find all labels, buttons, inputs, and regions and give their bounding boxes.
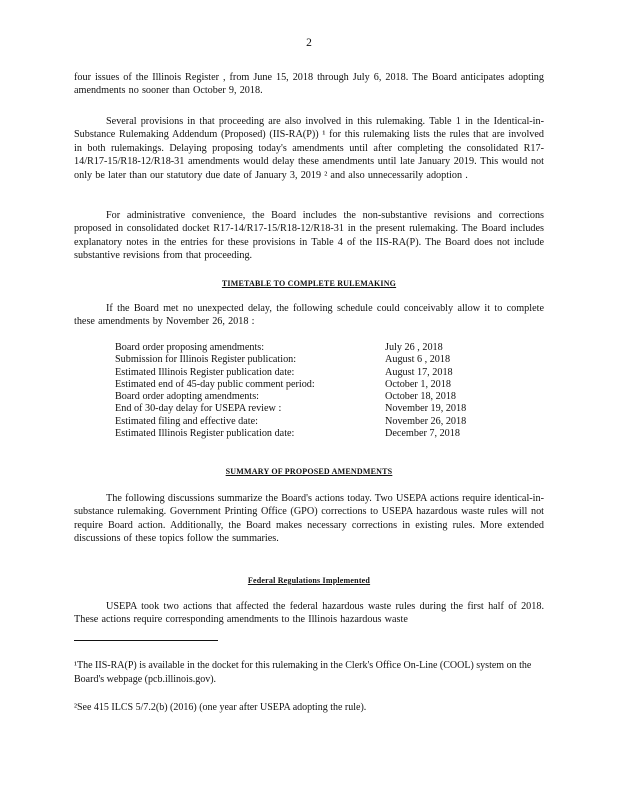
schedule-row [115, 416, 495, 428]
schedule-row [115, 391, 495, 403]
schedule-date: December 7, 2018 [385, 428, 460, 440]
schedule-event: Board order proposing amendments: [115, 342, 265, 353]
paragraph-usepa-actions: USEPA took two actions that affected the federal hazardous waste rules during the first half of 2018. These actions require corresponding amendments to the Illinois hazardous waste [74, 601, 544, 626]
schedule-row [115, 403, 495, 415]
heading-timetable-text: TIMETABLE TO COMPLETE RULEMAKING [221, 279, 397, 288]
paragraph-register-dates: four issues of the Illinois Register , from June 15, 2018 through July 6, 2018. The Board anticipates adopting amendments no sooner than October 9, 2018. [74, 72, 544, 97]
schedule-row [115, 367, 495, 379]
schedule-date: November 19, 2018 [385, 403, 467, 415]
paragraph-administrative-convenience: For administrative convenience, the Board includes the non-substantive revisions and corrections proposed in consolidated docket R17-14/R17-15/R18-12/R18-31 in the present rulemaking. The Board includes explanatory notes in the entries for these provisions in Table 4 of the IIS-RA(P). The Board does not include substantive revisions from that proceeding. [74, 210, 544, 262]
schedule-date: August 6 , 2018 [385, 354, 451, 366]
footnote-2: ²See 415 ILCS 5/7.2(b) (2016) (one year after USEPA adopting the rule). [74, 702, 367, 713]
schedule-row [115, 354, 495, 366]
schedule-date: October 18, 2018 [385, 391, 457, 403]
schedule-event: Estimated Illinois Register publication date: [115, 428, 295, 440]
schedule-event: Submission for Illinois Register publication: [115, 354, 297, 366]
page-number: 2 [306, 37, 312, 49]
schedule-date: November 26, 2018 [385, 415, 467, 427]
schedule-event: Estimated Illinois Register publication date: [115, 366, 295, 378]
paragraph-related-provisions: Several provisions in that proceeding are also involved in this rulemaking. Table 1 in the Identical-in-Substance Rulemaking Addendum (Proposed) (IIS-RA(P)) ¹ for this rulemaking lists the rules that are involved in both rulemakings. Delaying proposing today's amendments until after completing the consolidated R17-14/R17-15/R18-12/R18-31 amendments would delay these amendments until late January 2019. This would not only be later than our statutory due date of January 3, 2019 ² and also unnecessarily adoption . [74, 116, 544, 181]
schedule-event: Estimated end of 45-day public comment period: [115, 378, 315, 390]
paragraph-summary: The following discussions summarize the Board's actions today. Two USEPA actions require identical-in-substance rulemaking. Government Printing Office (GPO) corrections to USEPA hazardous waste rules will not require Board action. Additionally, the Board makes necessary corrections in existing rules. More extended discussions of these topics follow the summaries. [74, 493, 544, 545]
heading-timetable [0, 279, 618, 288]
footnote-1: ¹The IIS-RA(P) is available in the docket for this rulemaking in the Clerk's Office On-Line (COOL) system on the Board's webpage (pcb.illinois.gov). [74, 660, 532, 685]
schedule-date: August 17, 2018 [385, 366, 453, 378]
schedule-event: Board order adopting amendments: [115, 391, 260, 403]
footnote-divider [74, 640, 218, 641]
schedule-row [115, 342, 495, 354]
schedule-row [115, 379, 495, 391]
schedule-date: October 1, 2018 [385, 378, 451, 390]
schedule-event: Estimated filing and effective date: [115, 415, 258, 427]
heading-summary-text: SUMMARY OF PROPOSED AMENDMENTS [225, 467, 393, 476]
heading-federal-regulations [0, 576, 618, 585]
schedule-date: July 26 , 2018 [385, 342, 443, 353]
heading-federal-text: Federal Regulations Implemented [247, 576, 371, 585]
schedule-list [115, 342, 495, 440]
heading-summary [0, 467, 618, 476]
schedule-row [115, 428, 495, 440]
schedule-event: End of 30-day delay for USEPA review : [115, 403, 282, 415]
paragraph-schedule-intro: If the Board met no unexpected delay, the following schedule could conceivably allow it to complete these amendments by November 26, 2018 : [74, 303, 544, 328]
